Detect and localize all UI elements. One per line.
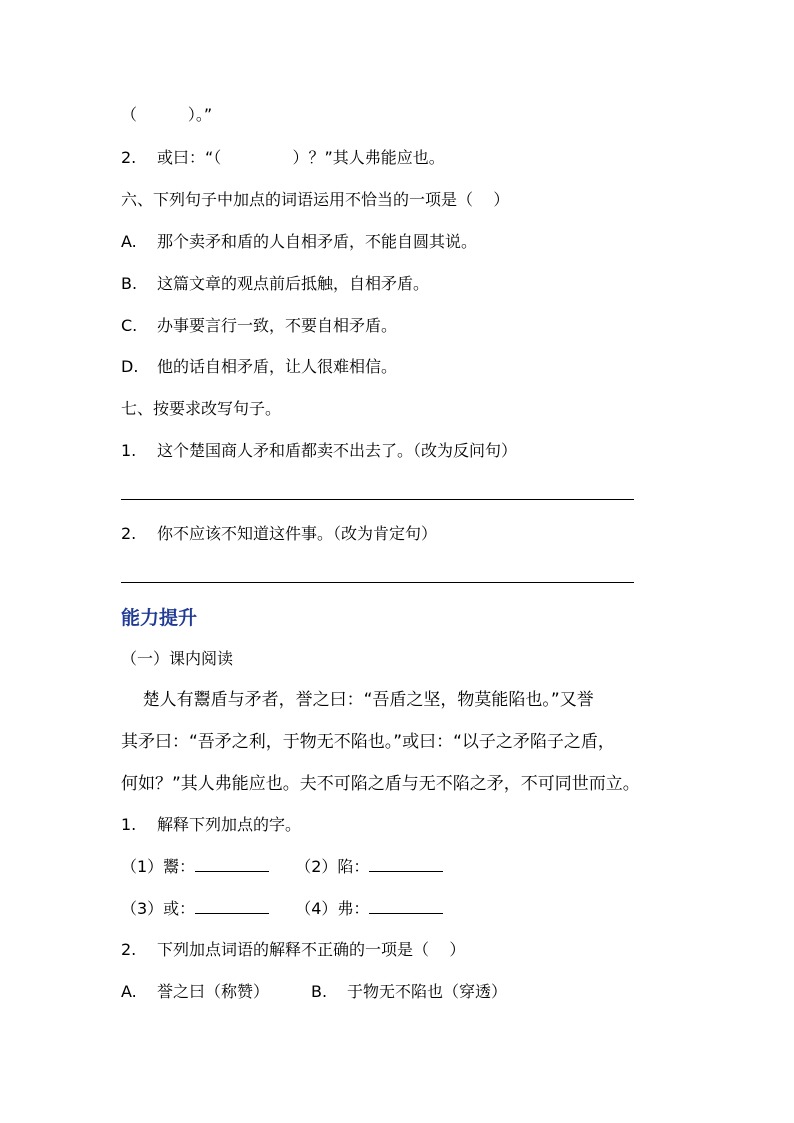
option-text: 这篇文章的观点前后抵触，自相矛盾。 — [157, 274, 430, 293]
option-d — [121, 356, 397, 378]
definition-label: （2）陷： — [295, 857, 370, 876]
question-2-options — [121, 981, 507, 1003]
option-label: C. — [121, 316, 138, 335]
section-title: 能力提升 — [121, 607, 198, 629]
definition-blank[interactable] — [195, 899, 269, 914]
option-label: A. — [121, 982, 137, 1001]
passage-line-1: 楚人有鬻盾与矛者，誉之曰：“吾盾之坚，物莫能陷也。”又誉 — [121, 690, 594, 710]
option-a — [121, 231, 477, 253]
question-text: 下列加点词语的解释不正确的一项是（ ） — [157, 940, 466, 959]
question-5-2 — [121, 147, 445, 169]
sub-heading: （一）课内阅读 — [121, 649, 234, 668]
rewrite-item-1 — [121, 440, 517, 462]
question-text: 解释下列加点的字。 — [157, 815, 302, 834]
option-text: 于物无不陷也（穿透） — [347, 982, 508, 1001]
definition-blank[interactable] — [195, 857, 269, 872]
option-b — [121, 273, 429, 295]
question-1 — [121, 814, 301, 836]
item-text: 这个楚国商人矛和盾都卖不出去了。（改为反问句） — [157, 441, 518, 460]
answer-line-2[interactable] — [121, 582, 634, 583]
rewrite-item-2 — [121, 523, 437, 545]
option-text: 那个卖矛和盾的人自相矛盾，不能自圆其说。 — [157, 232, 478, 251]
item-number: 1. — [121, 441, 137, 460]
item-number: 2. — [121, 524, 137, 543]
answer-line-1[interactable] — [121, 499, 634, 500]
option-c — [121, 315, 397, 337]
option-text: 他的话自相矛盾，让人很难相信。 — [157, 357, 398, 376]
section-6-heading: 六、下列句子中加点的词语运用不恰当的一项是（ ） — [121, 190, 510, 209]
question-text: 或曰：“（ ）？”其人弗能应也。 — [157, 148, 445, 167]
passage-line-2: 其矛曰：“吾矛之利，于物无不陷也。”或曰：“以子之矛陷子之盾， — [121, 732, 615, 752]
definition-row-1 — [121, 856, 443, 878]
option-label: D. — [121, 357, 139, 376]
definition-label: （3）或： — [121, 899, 196, 918]
section-7-heading: 七、按要求改写句子。 — [121, 399, 282, 418]
definition-label: （1）鬻： — [121, 857, 196, 876]
question-number: 2. — [121, 148, 137, 167]
definition-label: （4）弗： — [295, 899, 370, 918]
question-number: 2. — [121, 940, 137, 959]
question-2 — [121, 939, 465, 961]
item-text: 你不应该不知道这件事。（改为肯定句） — [157, 524, 438, 543]
option-label: B. — [311, 982, 328, 1001]
question-number: 1. — [121, 815, 137, 834]
option-text: 誉之曰（称赞） — [157, 982, 270, 1001]
definition-blank[interactable] — [369, 899, 443, 914]
definition-row-2 — [121, 898, 443, 920]
option-text: 办事要言行一致，不要自相矛盾。 — [157, 316, 398, 335]
fill-blank-line: （ ）。” — [121, 105, 213, 124]
passage-line-3: 何如？”其人弗能应也。夫不可陷之盾与无不陷之矛，不可同世而立。 — [121, 774, 640, 794]
definition-blank[interactable] — [369, 857, 443, 872]
option-label: B. — [121, 274, 138, 293]
option-label: A. — [121, 232, 137, 251]
